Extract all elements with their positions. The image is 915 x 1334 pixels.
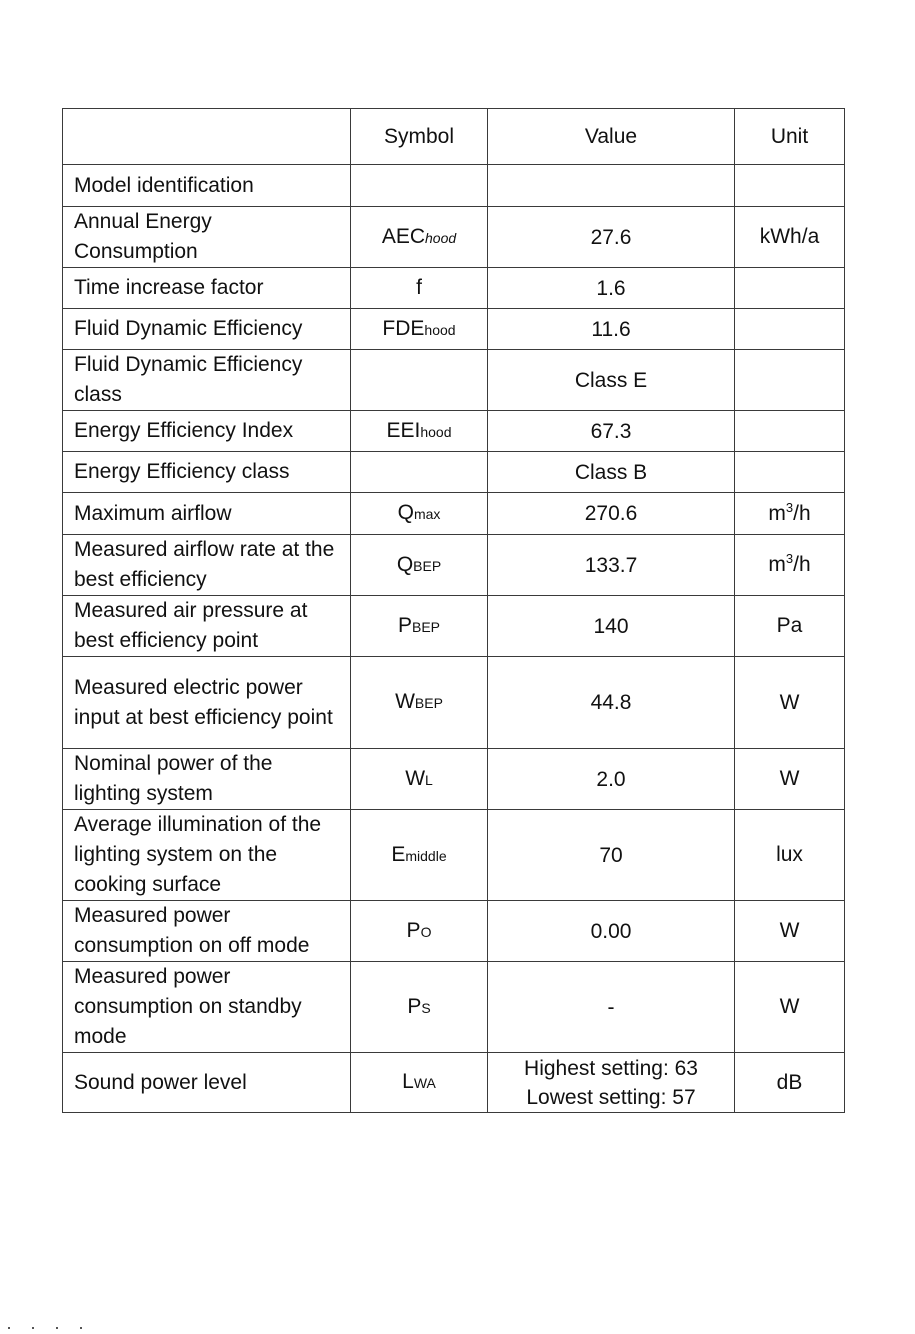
cell-unit — [735, 810, 845, 901]
value-line: Lowest setting: 57 — [526, 1085, 696, 1109]
symbol-base: AEC — [381, 224, 426, 248]
cell-unit — [735, 596, 845, 657]
cell-parameter: Time increase factor — [63, 268, 351, 309]
unit-base: m — [768, 553, 786, 576]
unit-base: Pa — [776, 614, 803, 637]
value-line: 70 — [599, 843, 623, 867]
table-row — [63, 596, 845, 657]
table-row — [63, 268, 845, 309]
cell-symbol — [351, 535, 488, 596]
table-header-row — [63, 109, 845, 165]
value-line: 67.3 — [590, 419, 632, 443]
cell-symbol — [351, 810, 488, 901]
table-row — [63, 749, 845, 810]
header-symbol: Symbol — [351, 109, 488, 165]
cell-parameter: Sound power level — [63, 1053, 351, 1113]
cell-value — [488, 1053, 735, 1113]
symbol-base: P — [407, 994, 422, 1018]
symbol-base: f — [416, 275, 422, 299]
value-line: 2.0 — [596, 767, 626, 791]
cell-symbol — [351, 962, 488, 1053]
cell-parameter: Measured power consumption on standby mode — [63, 962, 351, 1053]
unit-superscript: 3 — [785, 499, 794, 515]
cell-value — [488, 962, 735, 1053]
unit-base: W — [779, 767, 800, 790]
cell-value — [488, 207, 735, 268]
symbol-base: W — [395, 690, 415, 713]
unit-tail: /h — [793, 501, 811, 525]
cell-parameter: Average illumination of the lighting system on the cooking surface — [63, 810, 351, 901]
symbol-subscript: BEP — [413, 557, 442, 574]
cell-value — [488, 901, 735, 962]
cell-unit — [735, 1053, 845, 1113]
unit-base: kWh/a — [759, 225, 820, 248]
unit-base: W — [779, 995, 800, 1018]
cell-parameter: Measured airflow rate at the best efficiency — [63, 535, 351, 596]
header-unit: Unit — [735, 109, 845, 165]
cell-unit — [735, 452, 845, 493]
cell-parameter: Measured electric power input at best efficiency point — [63, 657, 351, 749]
table-row — [63, 901, 845, 962]
value-line: 27.6 — [590, 225, 632, 249]
cell-unit — [735, 207, 845, 268]
value-line: 270.6 — [584, 502, 638, 525]
value-line: - — [607, 995, 615, 1019]
unit-base: m — [768, 501, 786, 525]
cell-symbol — [351, 452, 488, 493]
symbol-subscript: BEP — [414, 695, 443, 711]
unit-base: W — [779, 690, 800, 714]
specification-table — [62, 108, 845, 1113]
cell-symbol — [351, 268, 488, 309]
cell-parameter: Model identification — [63, 165, 351, 207]
cell-value — [488, 165, 735, 207]
symbol-subscript: hood — [420, 423, 452, 440]
cell-symbol — [351, 749, 488, 810]
unit-tail: /h — [793, 553, 811, 576]
value-line: 1.6 — [596, 276, 626, 300]
cell-value — [488, 535, 735, 596]
cell-symbol — [351, 657, 488, 749]
cell-parameter: Energy Efficiency Index — [63, 411, 351, 452]
cell-symbol — [351, 309, 488, 350]
cell-parameter: Maximum airflow — [63, 493, 351, 535]
table-row — [63, 535, 845, 596]
value-line: Class E — [574, 368, 648, 392]
symbol-subscript: O — [420, 923, 432, 940]
cell-value — [488, 452, 735, 493]
value-line: Class B — [574, 460, 648, 484]
value-line: 140 — [593, 614, 629, 638]
table-row — [63, 309, 845, 350]
unit-base: dB — [776, 1070, 803, 1094]
unit-base: lux — [776, 843, 803, 866]
cell-value — [488, 749, 735, 810]
symbol-subscript: WA — [413, 1075, 436, 1091]
header-parameter — [63, 109, 351, 165]
value-line: Highest setting: 63 — [524, 1056, 698, 1080]
cell-parameter: Annual Energy Consumption — [63, 207, 351, 268]
symbol-subscript: max — [413, 506, 441, 522]
header-value: Value — [488, 109, 735, 165]
symbol-base: P — [406, 918, 421, 942]
symbol-base: W — [405, 766, 426, 790]
table-row — [63, 452, 845, 493]
cell-unit — [735, 657, 845, 749]
table-row — [63, 810, 845, 901]
cell-unit — [735, 268, 845, 309]
cell-unit — [735, 493, 845, 535]
cell-value — [488, 810, 735, 901]
table-row — [63, 207, 845, 268]
cell-value — [488, 493, 735, 535]
page-edge-marks — [8, 1316, 128, 1322]
symbol-base: Q — [397, 501, 414, 524]
cell-symbol — [351, 901, 488, 962]
cell-parameter: Fluid Dynamic Efficiency — [63, 309, 351, 350]
cell-unit — [735, 901, 845, 962]
cell-value — [488, 268, 735, 309]
table-row — [63, 962, 845, 1053]
value-line: 0.00 — [590, 919, 632, 943]
table-row — [63, 657, 845, 749]
symbol-subscript: S — [421, 999, 431, 1016]
symbol-base: Q — [396, 552, 414, 576]
cell-symbol — [351, 596, 488, 657]
value-line: 133.7 — [584, 553, 638, 577]
symbol-subscript: middle — [405, 847, 447, 864]
table-body — [63, 165, 845, 1113]
cell-symbol — [351, 411, 488, 452]
cell-symbol — [351, 1053, 488, 1113]
table-row — [63, 411, 845, 452]
symbol-subscript: hood — [424, 321, 456, 338]
cell-unit — [735, 165, 845, 207]
symbol-subscript: L — [425, 771, 433, 788]
cell-parameter: Fluid Dynamic Efficiency class — [63, 350, 351, 411]
symbol-base: EEI — [386, 418, 421, 442]
table-row — [63, 1053, 845, 1113]
cell-parameter: Nominal power of the lighting system — [63, 749, 351, 810]
value-line: 11.6 — [591, 317, 631, 341]
cell-value — [488, 657, 735, 749]
unit-base: W — [779, 919, 800, 942]
cell-unit — [735, 749, 845, 810]
cell-symbol — [351, 165, 488, 207]
cell-value — [488, 309, 735, 350]
symbol-base: FDE — [382, 316, 425, 340]
cell-unit — [735, 411, 845, 452]
table-row — [63, 165, 845, 207]
cell-value — [488, 411, 735, 452]
table-row — [63, 350, 845, 411]
cell-unit — [735, 962, 845, 1053]
symbol-base: P — [397, 613, 412, 637]
cell-parameter: Energy Efficiency class — [63, 452, 351, 493]
cell-value — [488, 350, 735, 411]
value-line: 44.8 — [590, 691, 632, 714]
symbol-base: L — [402, 1070, 414, 1093]
cell-unit — [735, 535, 845, 596]
cell-parameter: Measured power consumption on off mode — [63, 901, 351, 962]
cell-parameter: Measured air pressure at best efficiency point — [63, 596, 351, 657]
table-row — [63, 493, 845, 535]
cell-symbol — [351, 350, 488, 411]
unit-superscript: 3 — [785, 551, 794, 566]
symbol-base: E — [391, 842, 406, 866]
symbol-subscript: hood — [425, 229, 457, 246]
cell-unit — [735, 350, 845, 411]
cell-symbol — [351, 493, 488, 535]
symbol-subscript: BEP — [412, 618, 441, 635]
cell-value — [488, 596, 735, 657]
cell-unit — [735, 309, 845, 350]
cell-symbol — [351, 207, 488, 268]
